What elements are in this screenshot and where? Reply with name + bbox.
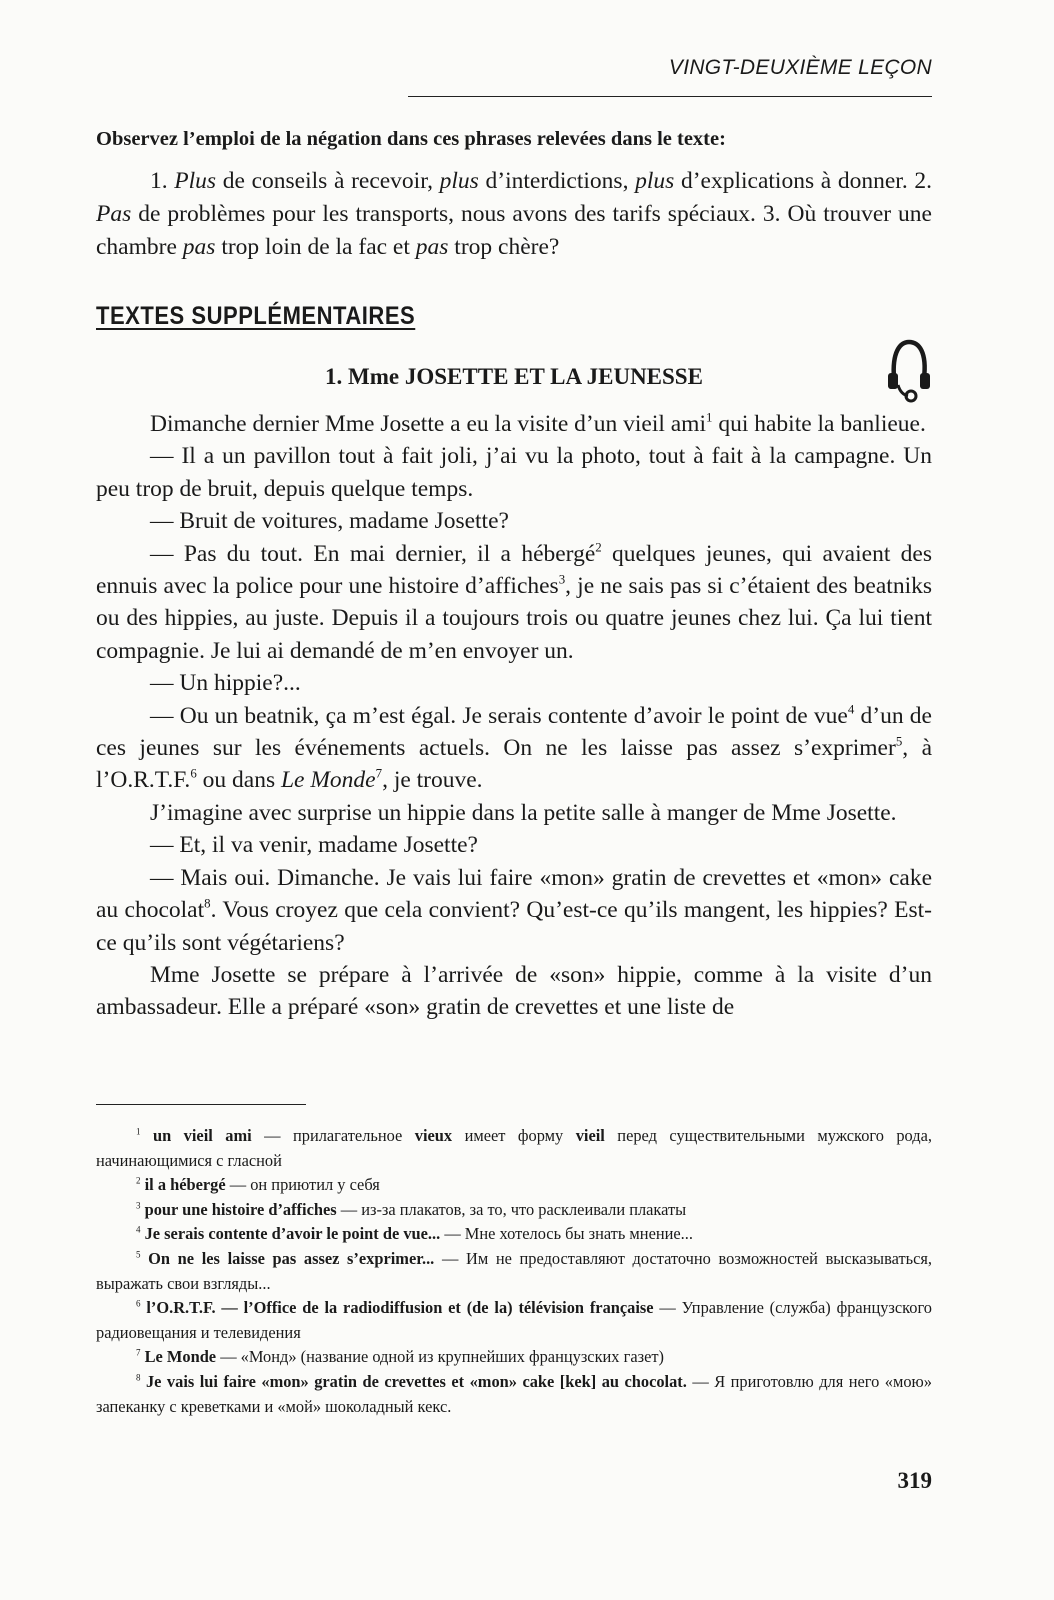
footnote: $^1$ un vieil ami — прилагательное vieux имеет форму vieil перед существительными мужского рода, начинающимися с гласной <box>96 1126 932 1170</box>
running-head: VINGT-DEUXIÈME LEÇON <box>668 56 932 79</box>
footnote: $^4$ Je serais contente d’avoir le point de vue... — Мне хотелось бы знать мнение... <box>136 1224 693 1244</box>
footnote: $^2$ il a hébergé — он приютил у себя <box>136 1175 380 1195</box>
footnote: $^8$ Je vais lui faire «mon» gratin de crevettes et «mon» cake [kek] au chocolat. — Я приготовлю для него «мою» запеканку с креветками и «мой» шоколадный кекс. <box>96 1371 932 1416</box>
book-page <box>96 0 932 1600</box>
paragraph: J’imagine avec surprise un hippie dans la petite salle à manger de Mme Josette. <box>150 799 897 826</box>
paragraph: — Mais oui. Dimanche. Je vais lui faire «mon» gratin de crevettes et «mon» cake au chocolat$^8$. Vous croyez que cela convient? Qu’est-ce qu’ils mangent, les hippies? Est-ce qu’ils sont végétariens? <box>96 864 932 956</box>
page-number: 319 <box>897 1468 932 1493</box>
section-title: TEXTES SUPPLÉMENTAIRES <box>96 302 416 330</box>
footnote: $^7$ Le Monde — «Монд» (название одной из крупнейших французских газет) <box>136 1347 664 1367</box>
paragraph: Dimanche dernier Mme Josette a eu la visite d’un vieil ami$^1$ qui habite la banlieue. <box>150 409 926 437</box>
footnote: $^6$ l’O.R.T.F. — l’Office de la radiodiffusion et (de la) télévision française — Управление (служба) французского радиовещания и телевидения <box>96 1298 932 1342</box>
exercise-sentences: 1. Plus de conseils à recevoir, plus d’interdictions, plus d’explications à donner. 2. Pas de problèmes pour les transports, nous avons des tarifs spéciaux. 3. Où trouver une chambre pas trop loin de la fac et pas trop chère? <box>96 168 932 260</box>
footnotes <box>96 1124 932 1419</box>
paragraph: — Ou un beatnik, ça m’est égal. Je serais contente d’avoir le point de vue$^4$ d’un de ces jeunes sur les événements actuels. On ne les laisse pas assez s’exprimer$^5$, à l’O.R.T.F.$^6$ ou dans Le Monde$^7$, je trouve. <box>96 700 933 794</box>
footnote: $^3$ pour une histoire d’affiches — из-за плакатов, за то, что расклеивали плакаты <box>136 1199 687 1219</box>
paragraph: — Pas du tout. En mai dernier, il a hébergé$^2$ quelques jeunes, qui avaient des ennuis avec la police pour une histoire d’affiches$^3$, je ne sais pas si c’étaient des beatniks ou des hippies, au juste. Depuis il a toujours trois ou quatre jeunes chez lui. Ça lui tient compagnie. Je lui ai demandé de m’en envoyer un. <box>96 538 932 664</box>
footnote-rule <box>96 1104 306 1105</box>
paragraph: — Bruit de voitures, madame Josette? <box>150 508 509 535</box>
exercise-heading: Observez l’emploi de la négation dans ces phrases relevées dans le texte: <box>96 128 726 150</box>
header-rule <box>408 96 932 97</box>
story-title: 1. Mme JOSETTE ET LA JEUNESSE <box>325 364 703 389</box>
footnote: $^5$ On ne les laisse pas assez s’exprimer... — Им не предоставляют достаточно возможностей высказываться, выражать свои взгляды... <box>96 1248 932 1293</box>
paragraph: — Un hippie?... <box>150 670 301 697</box>
paragraph: — Et, il va venir, madame Josette? <box>150 832 478 859</box>
story-text <box>96 408 932 1024</box>
paragraph: — Il a un pavillon tout à fait joli, j’ai vu la photo, tout à fait à la campagne. Un peu trop de bruit, depuis quelque temps. <box>96 443 932 502</box>
paragraph: Mme Josette se prépare à l’arrivée de «son» hippie, comme à la visite d’un ambassadeur. Elle a préparé «son» gratin de crevettes et une liste de <box>96 961 932 1021</box>
